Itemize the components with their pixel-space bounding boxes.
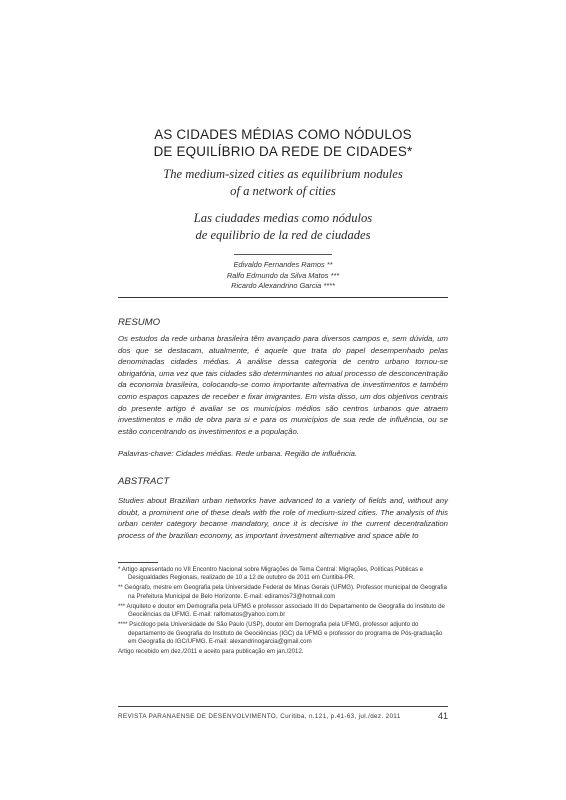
subtitle-es-line-1: Las ciudades medias como nódulos	[193, 211, 373, 225]
subtitle-spanish	[0, 210, 566, 244]
resumo-heading: RESUMO	[118, 317, 161, 328]
author-1: Edivaldo Fernandes Ramos **	[233, 260, 333, 269]
journal-citation: REVISTA PARANAENSE DE DESENVOLVIMENTO, Curitiba, n.121, p.41-63, jul./dez. 2011	[118, 713, 401, 720]
resumo-body: Os estudos da rede urbana brasileira têm avançado para diversos campos e, sem dúvida, um dos que se destacam, atualmente, é aquele que trata do papel desempenhado pelas denominadas cidades médias. A análise dessa categoria de centro urbano tornou-se obrigatória, uma vez que tais cidades são determinantes no atual processo de desconcentração da economia brasileira, colocando-se como importante alternativa de investimentos e também como espaços capazes de receber e fixar imigrantes. Em vista disso, um dos objetivos centrais do presente artigo é avaliar se os municípios médios são centros urbanos que atraem investimentos e mão de obra para si e para os municípios de sua rede de influência, ou se estão concentrando os investimentos e a população.	[118, 334, 448, 436]
footnotes	[118, 566, 448, 658]
page-number: 41	[437, 711, 448, 721]
abstract-body: Studies about Brazilian urban networks have advanced to a variety of fields and, without any doubt, a prominent one of these deals with the role of medium-sized cities. The analysis of this urban center category became mandatory, once it is decisive in the current decentralization process of the brazilian economy, as important investment alternative and space able to	[118, 496, 448, 540]
footnote-2: ** Geógrafo, mestre em Geografia pela Universidade Federal de Minas Gerais (UFMG). Professor municipal de Geografia na Prefeitura Municipal de Belo Horizonte. E-mail: ediramos73@hotmail.com	[118, 584, 447, 600]
footnote-1: * Artigo apresentado no VII Encontro Nacional sobre Migrações de Tema Central: Migrações, Políticas Públicas e Desigualdades Regionais, realizado de 10 a 12 de outubro de 2011 em Curitiba-PR.	[118, 566, 424, 582]
author-3: Ricardo Alexandrino Garcia ****	[231, 281, 335, 290]
article-title	[0, 126, 566, 160]
subtitle-en-line-2: of a network of cities	[230, 184, 336, 198]
footnote-divider	[118, 562, 158, 563]
received-note: Artigo recebido em dez./2011 e aceito para publicação em jan./2012.	[118, 648, 304, 656]
footnote-4: **** Psicólogo pela Universidade de São Paulo (USP), doutor em Demografia pela UFMG, professor adjunto do departamento de Geografia do Instituto de Geociências (IGC) da UFMG e professor do programa de Pós-graduação em Geografia do IGC/UFMG. E-mail: alexandrinogarcia@gmail.com	[118, 621, 443, 646]
resumo-keywords: Palavras-chave: Cidades médias. Rede urbana. Região de influência.	[118, 449, 358, 458]
author-2: Ralfo Edmundo da Silva Matos ***	[226, 270, 340, 280]
subtitle-en-line-1: The medium-sized cities as equilibrium nodules	[163, 167, 403, 181]
header-divider	[118, 297, 448, 298]
title-line-2: DE EQUILÍBRIO DA REDE DE CIDADES*	[153, 144, 413, 159]
abstract-heading: ABSTRACT	[118, 476, 170, 487]
subtitle-es-line-2: de equilibrio de la red de ciudades	[195, 228, 371, 242]
authors-divider	[234, 254, 332, 255]
title-line-1: AS CIDADES MÉDIAS COMO NÓDULOS	[154, 127, 412, 142]
subtitle-english	[0, 166, 566, 200]
footnote-3: *** Arquiteto e doutor em Demografia pela UFMG e professor associado III do Departamento de Geografia do Instituto de Geociências da UFMG. E-mail: ralfomatos@yahoo.com.br	[118, 602, 445, 619]
author-list	[0, 260, 566, 292]
footer-divider	[118, 706, 448, 707]
